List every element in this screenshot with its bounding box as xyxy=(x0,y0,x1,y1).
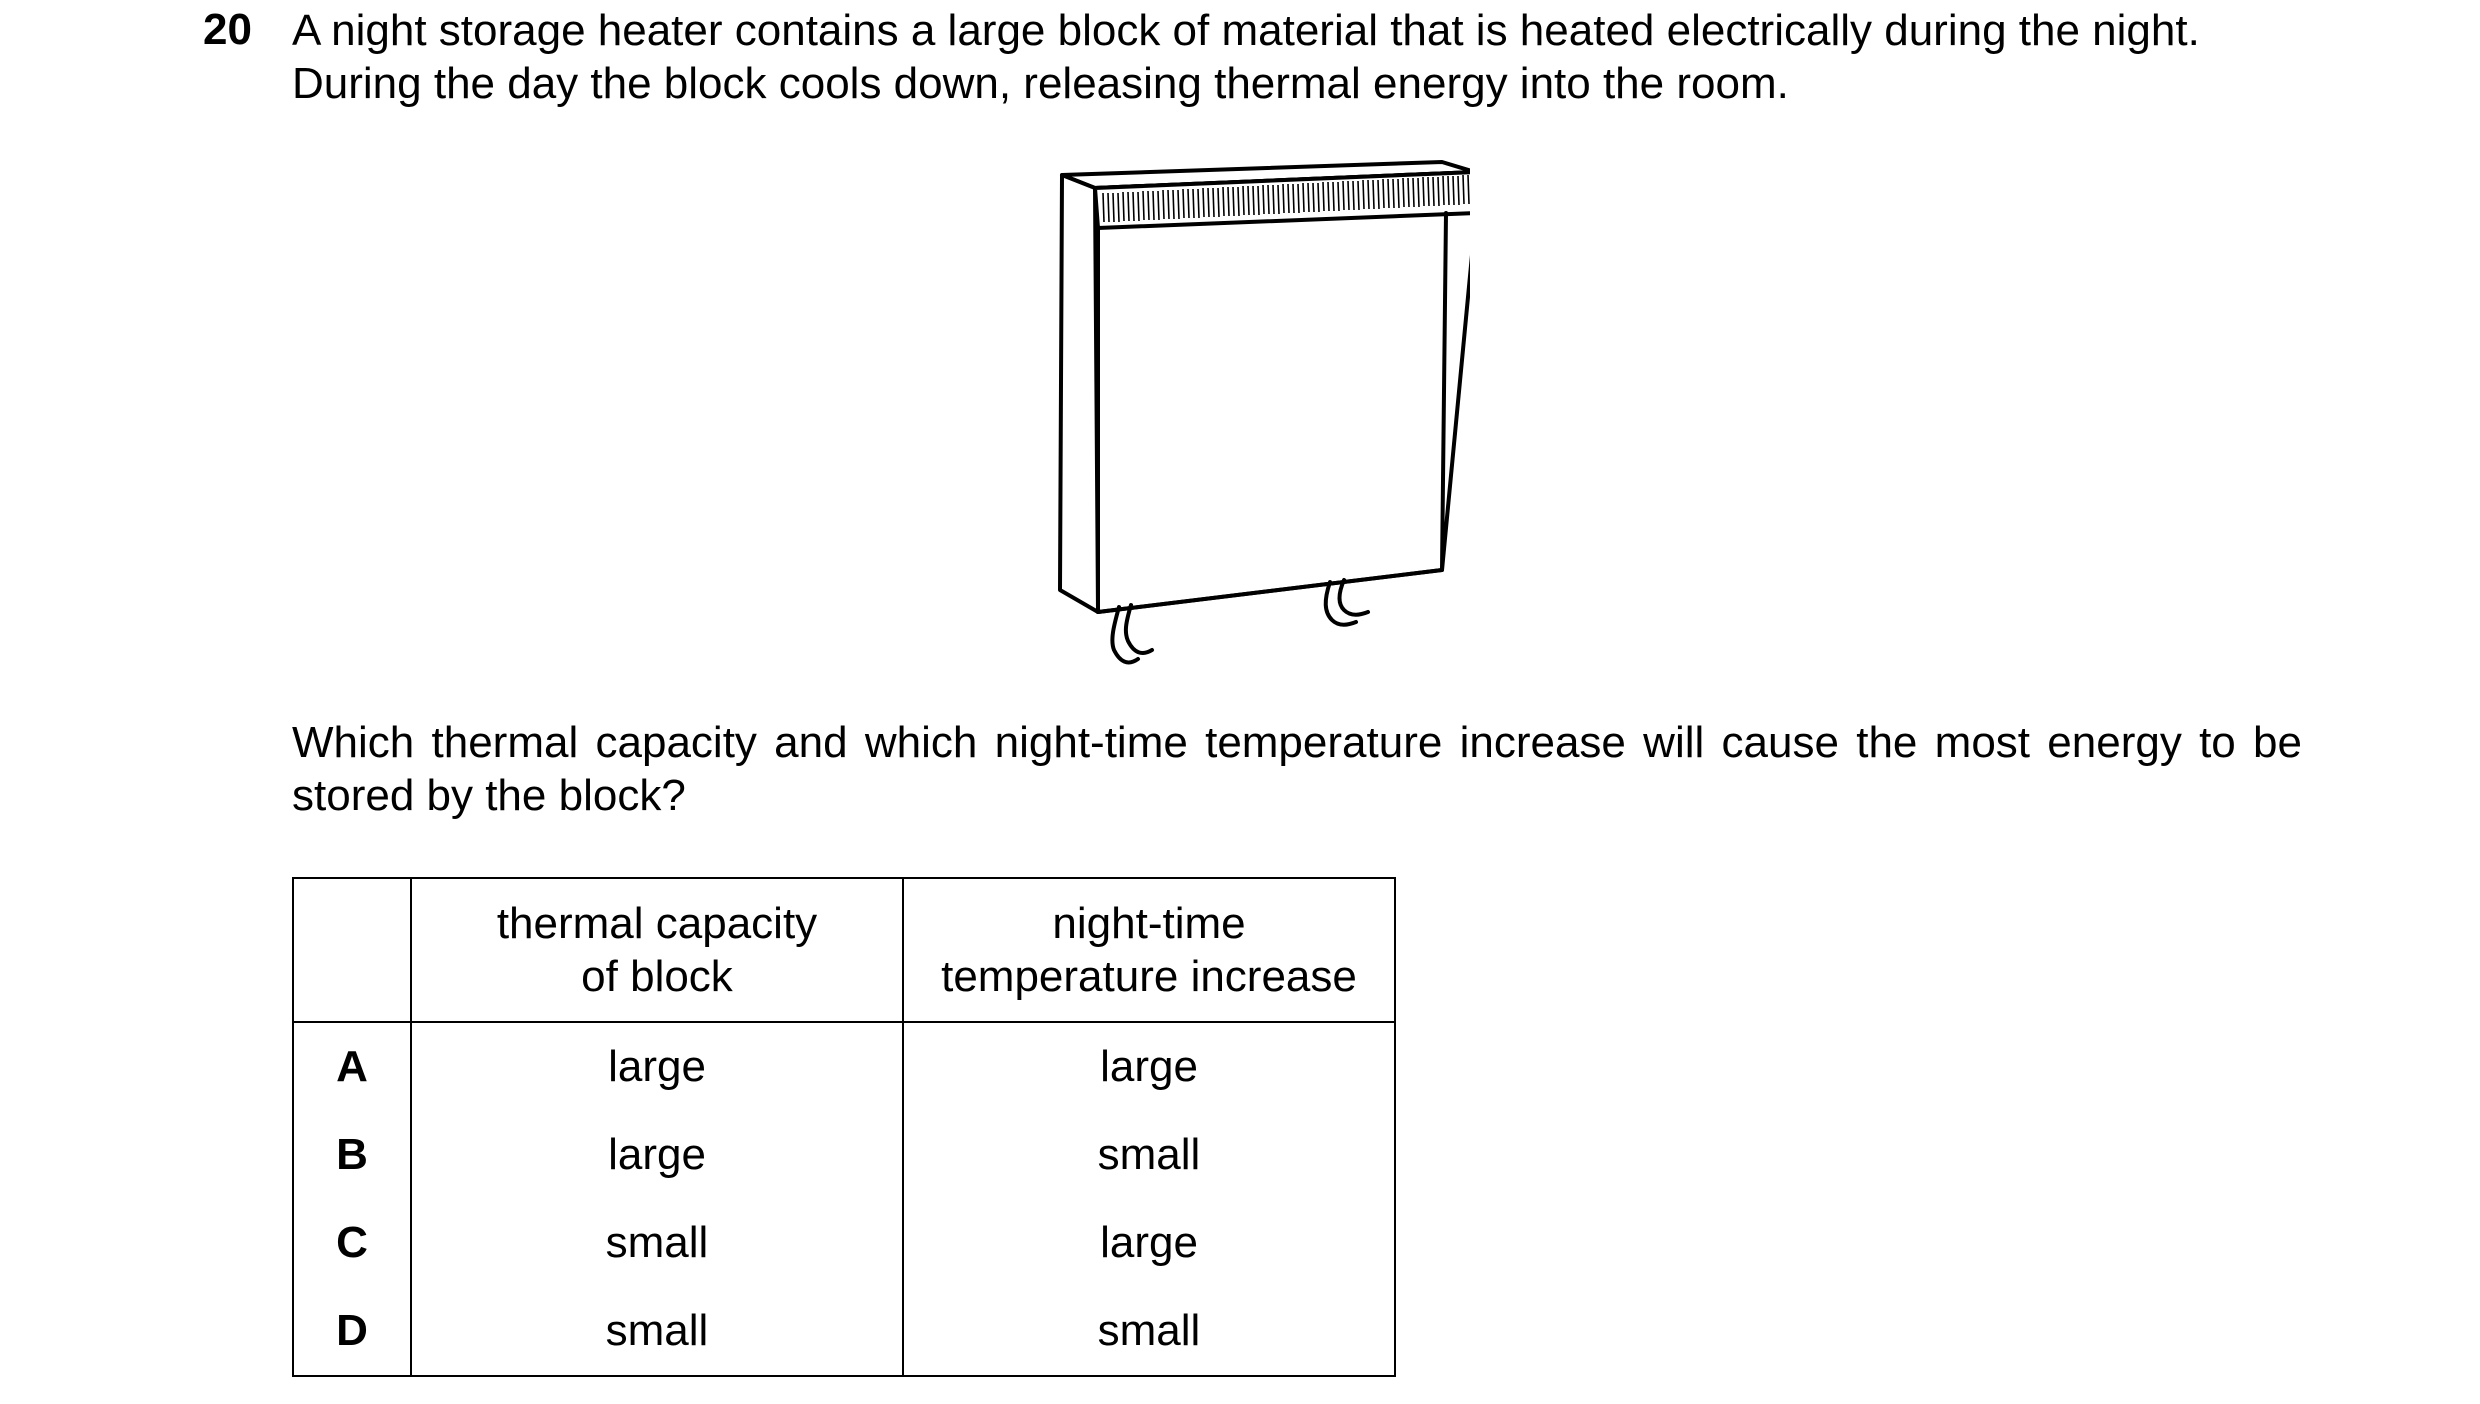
question-number: 20 xyxy=(203,5,252,54)
header-key xyxy=(293,878,411,1022)
table-row xyxy=(293,1287,1395,1376)
option-capacity: large xyxy=(411,1111,903,1199)
table-row xyxy=(293,1199,1395,1287)
option-capacity: small xyxy=(411,1199,903,1287)
option-key: A xyxy=(293,1022,411,1111)
question-prompt: Which thermal capacity and which night-time temperature increase will cause the most energy to be stored by the block? xyxy=(292,718,2302,820)
header-thermal-capacity-line1: thermal capacity xyxy=(496,899,818,948)
answer-table xyxy=(292,877,1396,1377)
header-thermal-capacity-line2: of block xyxy=(581,952,733,1001)
question-stem xyxy=(292,4,2322,110)
option-key: D xyxy=(293,1287,411,1376)
option-capacity: small xyxy=(411,1287,903,1376)
option-increase: small xyxy=(903,1287,1395,1376)
header-temperature-increase-line1: night-time xyxy=(1052,899,1246,948)
header-temperature-increase xyxy=(903,878,1395,1022)
storage-heater-icon xyxy=(1040,150,1470,670)
option-key: C xyxy=(293,1199,411,1287)
header-temperature-increase-line2: temperature increase xyxy=(941,952,1357,1001)
option-increase: large xyxy=(903,1199,1395,1287)
stem-line-2: During the day the block cools down, releasing thermal energy into the room. xyxy=(292,59,1789,108)
stem-line-1: A night storage heater contains a large block of material that is heated electrically during the night. xyxy=(292,6,2200,55)
option-increase: large xyxy=(903,1022,1395,1111)
option-capacity: large xyxy=(411,1022,903,1111)
table-header-row xyxy=(293,878,1395,1022)
option-increase: small xyxy=(903,1111,1395,1199)
table-row xyxy=(293,1022,1395,1111)
option-key: B xyxy=(293,1111,411,1199)
table-row xyxy=(293,1111,1395,1199)
header-thermal-capacity xyxy=(411,878,903,1022)
